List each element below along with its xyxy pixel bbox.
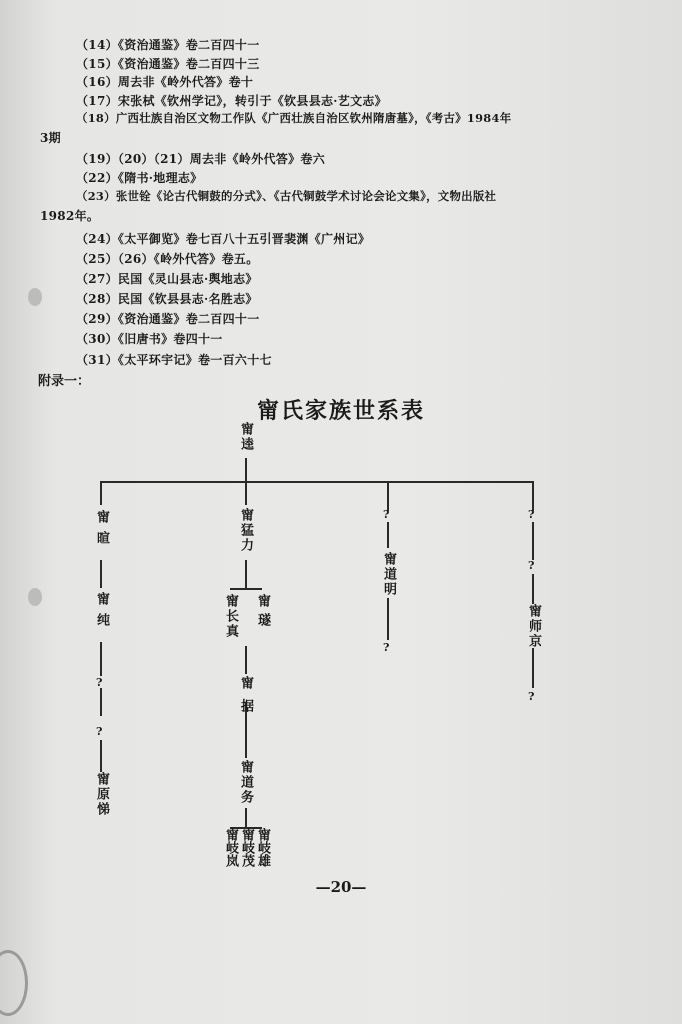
- lineage-line: [387, 598, 389, 640]
- reference-item: （24）《太平御览》卷七百八十五引晋裴渊《广州记》: [76, 232, 371, 246]
- lineage-line: [245, 646, 247, 674]
- person-name: 甯师京: [526, 604, 541, 649]
- lineage-line: [532, 648, 534, 688]
- reference-item: （31）《太平环宇记》卷一百六十七: [76, 353, 272, 367]
- reference-item: （29）《资治通鉴》卷二百四十一: [76, 312, 260, 326]
- reference-item: （22）《隋书·地理志》: [76, 171, 203, 185]
- person-name: 甯逵: [238, 422, 253, 452]
- reference-item: （30）《旧唐书》卷四十一: [76, 332, 223, 346]
- lineage-line: [245, 560, 247, 588]
- unknown-marker: ?: [383, 641, 390, 654]
- branch-stem: [532, 481, 534, 511]
- person-name: 甯据: [238, 676, 253, 722]
- person-name: 甯猛力: [238, 508, 253, 553]
- reference-item: （18）广西壮族自治区文物工作队《广西壮族自治区钦州隋唐墓》，《考古》1984年: [76, 111, 512, 125]
- branch-stem: [245, 481, 247, 505]
- reference-item: （19）（20）（21）周去非《岭外代答》卷六: [76, 152, 325, 166]
- sibling-bar: [230, 588, 262, 590]
- lineage-line: [532, 522, 534, 560]
- reference-item: （15）《资治通鉴》卷二百四十三: [76, 57, 260, 71]
- reference-item: 3期: [40, 131, 61, 145]
- branch-stem: [387, 481, 389, 511]
- reference-item: （27）民国《灵山县志·舆地志》: [76, 272, 258, 286]
- lineage-line: [100, 688, 102, 716]
- root-stem: [245, 458, 247, 482]
- person-name: 甯长真: [223, 594, 238, 639]
- unknown-marker: ?: [96, 725, 103, 738]
- reference-item: 1982年。: [40, 209, 100, 223]
- unknown-marker: ?: [96, 676, 103, 689]
- tree-title: 甯氏家族世系表: [256, 398, 425, 424]
- lineage-line: [100, 560, 102, 588]
- reference-item: （23）张世铨《论古代铜鼓的分式》、《古代铜鼓学术讨论会论文集》，文物出版社: [76, 189, 497, 203]
- lineage-line: [387, 522, 389, 548]
- reference-item: （28）民国《钦县县志·名胜志》: [76, 292, 258, 306]
- lineage-line: [532, 574, 534, 604]
- reference-item: （17）宋张栻《钦州学记》，转引于《钦县县志·艺文志》: [76, 94, 387, 108]
- person-name: 甯纯: [94, 592, 109, 634]
- person-name: 甯道务: [238, 760, 253, 805]
- person-name: 甯璲: [255, 594, 270, 632]
- generation-bar: [100, 481, 533, 483]
- reference-item: （14）《资治通鉴》卷二百四十一: [76, 38, 260, 52]
- appendix-label: 附录一：: [38, 374, 91, 389]
- binding-hole: [28, 288, 42, 306]
- reference-item: （16）周去非《岭外代答》卷十: [76, 75, 254, 89]
- person-name: 甯暄: [94, 510, 109, 552]
- person-name: 甯原悌: [94, 772, 109, 817]
- person-name: 甯岐岚: [223, 828, 238, 867]
- binding-hole: [28, 588, 42, 606]
- person-name: 甯岐雄: [255, 828, 270, 867]
- unknown-marker: ?: [383, 508, 390, 521]
- reference-item: （25）（26）《岭外代答》卷五。: [76, 252, 259, 266]
- person-name: 甯岐茂: [239, 828, 254, 867]
- unknown-marker: ?: [528, 690, 535, 703]
- branch-stem: [100, 481, 102, 505]
- lineage-line: [100, 642, 102, 676]
- page-number: —20—: [315, 878, 367, 896]
- lineage-line: [245, 808, 247, 828]
- unknown-marker: ?: [528, 508, 535, 521]
- person-name: 甯道明: [381, 552, 396, 597]
- lineage-line: [100, 740, 102, 772]
- unknown-marker: ?: [528, 559, 535, 572]
